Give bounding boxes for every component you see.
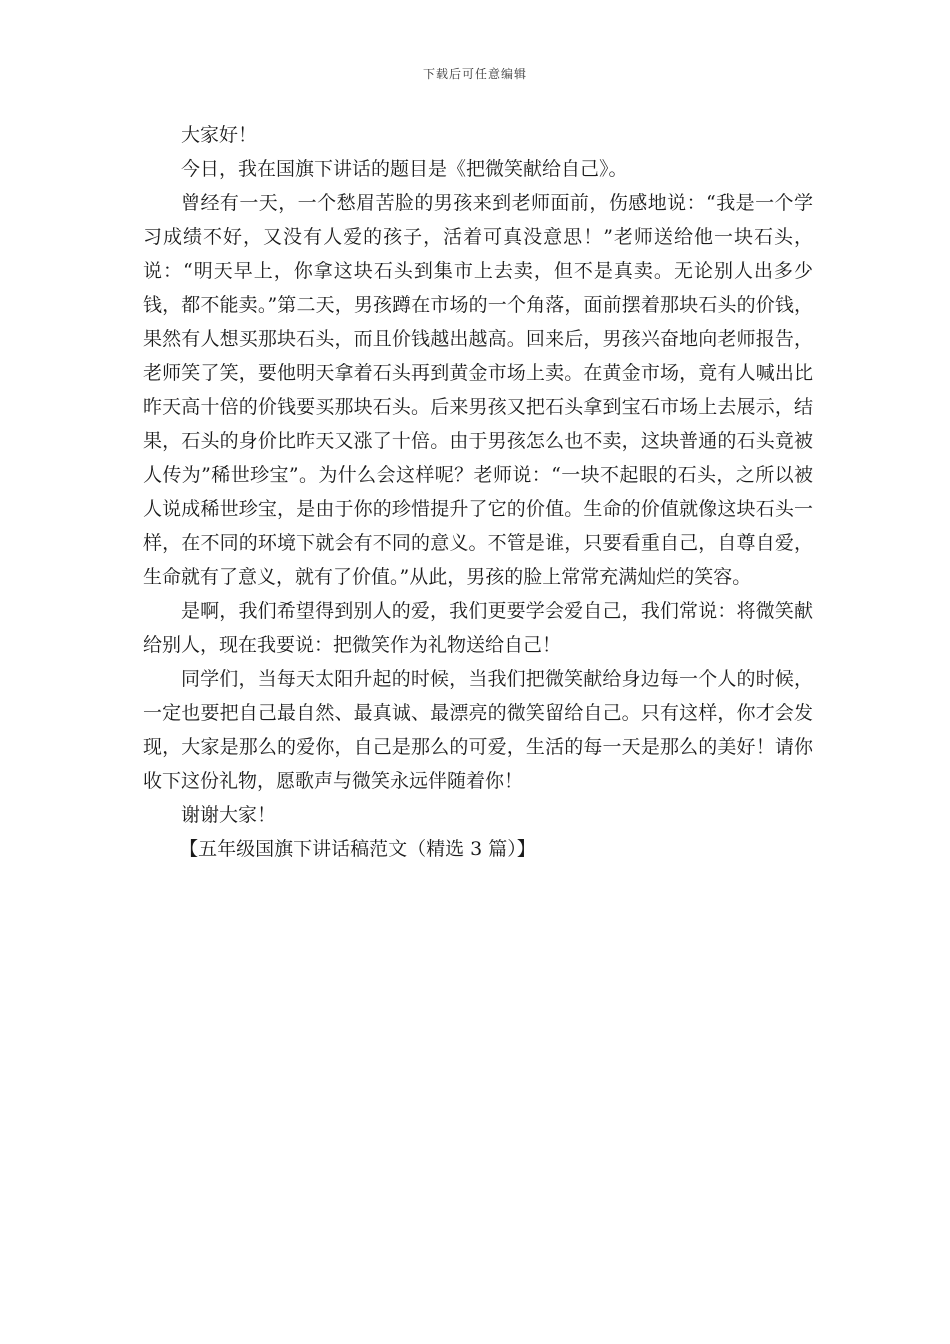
- intro-paragraph: 今日，我在国旗下讲话的题目是《把微笑献给自己》。: [181, 158, 628, 180]
- closing-paragraph: 谢谢大家！: [181, 804, 277, 826]
- story-paragraph: 曾经有一天，一个愁眉苦脸的男孩来到老师面前，伤感地说：“我是一个学习成绩不好，又没有人爱的孩子，活着可真没意思！”老师送给他一块石头，说：“明天早上，你拿这块石头到集市上去卖，但不是真卖。无论别人出多少钱，都不能卖。”第二天，男孩蹲在市场的一个角落，面前摆着那块石头的价钱，果然有人想买那块石头，而且价钱越出越高。回来后，男孩兴奋地向老师报告，老师笑了笑，要他明天拿着石头再到黄金市场上卖。在黄金市场，竟有人喊出比昨天高十倍的价钱要买那块石头。后来男孩又把石头拿到宝石市场上去展示，结果，石头的身价比昨天又涨了十倍。由于男孩怎么也不卖，这块普通的石头竟被人传为”稀世珍宝”。为什么会这样呢？老师说：“一块不起眼的石头，之所以被人说成稀世珍宝，是由于你的珍惜提升了它的价值。生命的价值就像这块石头一样，在不同的环境下就会有不同的意义。不管是谁，只要看重自己，自尊自爱，生命就有了意义，就有了价值。”从此，男孩的脸上常常充满灿烂的笑容。: [143, 192, 813, 588]
- header-note: 下载后可任意编辑: [422, 67, 527, 81]
- greeting-paragraph: 大家好！: [181, 124, 258, 146]
- appeal-paragraph: 同学们，当每天太阳升起的时候，当我们把微笑献给身边每一个人的时候，一定也要把自己最自然、最真诚、最漂亮的微笑留给自己。只有这样，你才会发现，大家是那么的爱你，自己是那么的可爱，生活的每一天是那么的美好！请你收下这份礼物，愿歌声与微笑永远伴随着你！: [143, 668, 813, 792]
- reflection-paragraph: 是啊，我们希望得到别人的爱，我们更要学会爱自己，我们常说：将微笑献给别人，现在我要说：把微笑作为礼物送给自己！: [143, 600, 813, 656]
- collection-title: 【五年级国旗下讲话稿范文（精选 3 篇）】: [179, 838, 536, 860]
- document-body: [143, 118, 813, 866]
